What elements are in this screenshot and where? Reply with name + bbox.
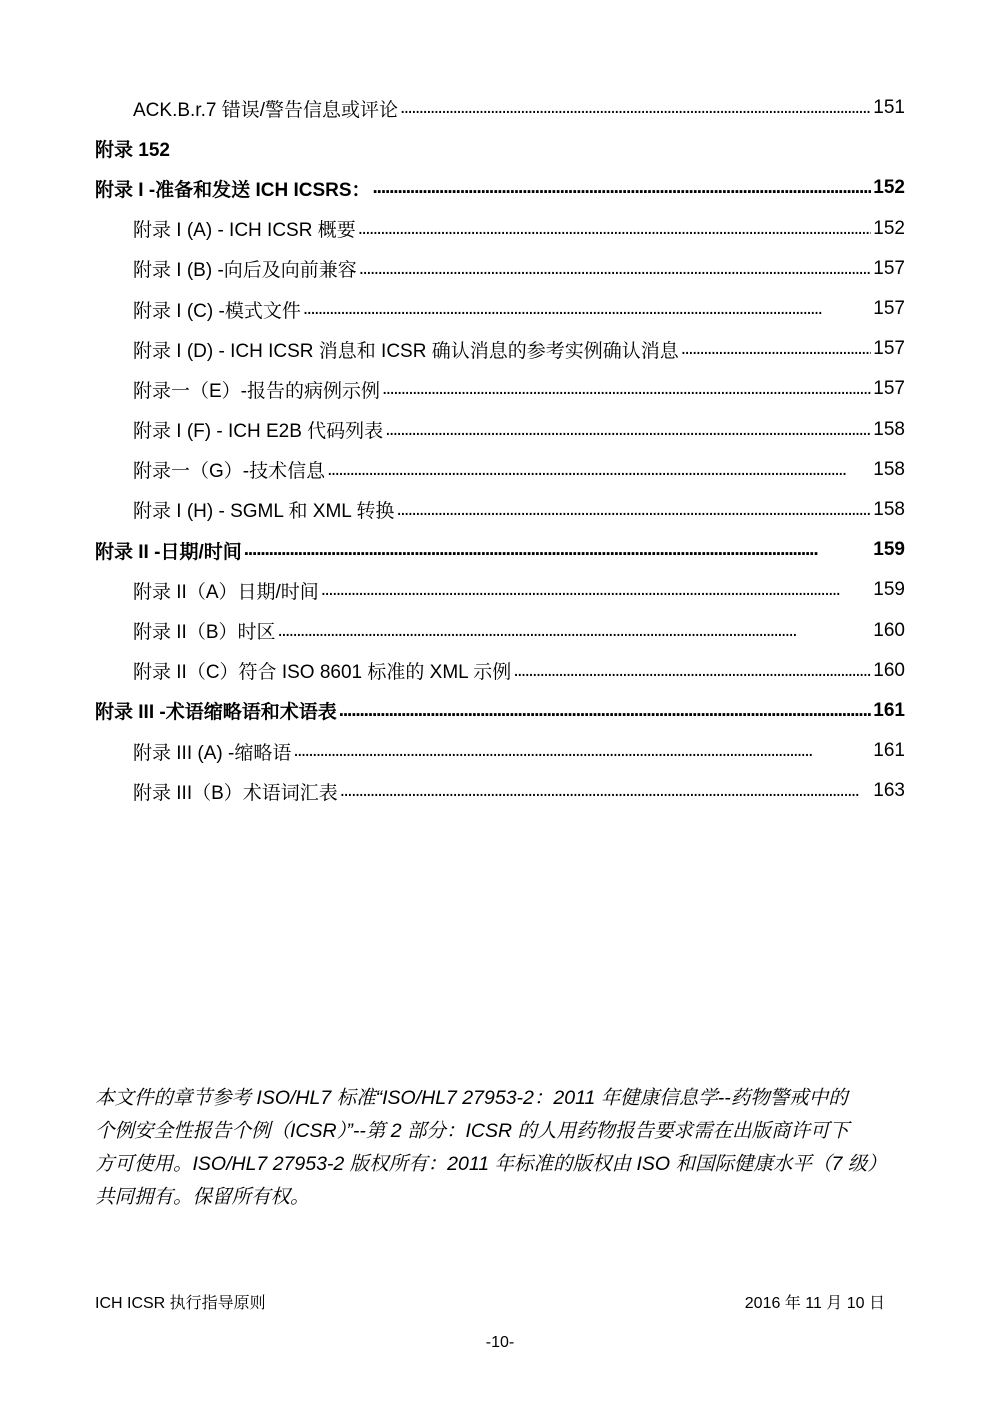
toc-entry-page: 161 — [873, 699, 905, 721]
toc-entry-title: 附录 I (B) -向后及向前兼容 — [133, 260, 357, 282]
toc-entry-title: 附录 II（C）符合 ISO 8601 标准的 XML 示例 — [133, 662, 512, 684]
toc-dot-leader — [358, 218, 872, 240]
toc-entry[interactable] — [95, 771, 905, 811]
toc-entry[interactable] — [95, 128, 905, 168]
toc-dot-leader — [359, 258, 872, 280]
toc-entry-title: 附录 I (C) -模式文件 — [133, 300, 301, 322]
toc-entry-title: 附录 I (D) - ICH ICSR 消息和 ICSR 确认消息的参考实例确认消息 — [133, 340, 679, 362]
toc-entry-title: 附录 I (F) - ICH E2B 代码列表 — [133, 421, 384, 443]
toc-entry-title: 附录 II（B）时区 — [133, 622, 276, 644]
toc-entry-title: 附录 III -术语缩略语和术语表 — [95, 702, 337, 724]
toc-dot-leader — [385, 419, 871, 441]
toc-entry[interactable] — [95, 88, 905, 128]
toc-entry-page: 159 — [873, 579, 905, 601]
toc-entry[interactable] — [95, 168, 905, 208]
toc-entry-title: 附录 I (A) - ICH ICSR 概要 — [133, 220, 356, 242]
note-line: 本文件的章节参考 ISO/HL7 标准“ISO/HL7 27953-2：2011 年健康信息学--药物警戒中的 — [95, 1087, 848, 1109]
toc-entry-title: 附录一（E）-报告的病例示例 — [133, 380, 381, 402]
toc-entry-title: 附录 I -准备和发送 ICH ICSRS： — [95, 179, 371, 201]
toc-entry-page: 160 — [873, 619, 905, 641]
toc-dot-leader — [327, 459, 871, 481]
note-line: 共同拥有。保留所有权。 — [95, 1186, 310, 1208]
toc-entry-page: 163 — [873, 780, 905, 802]
toc-entry-page: 158 — [873, 458, 905, 480]
toc-dot-leader — [321, 579, 872, 601]
toc-dot-leader — [400, 97, 871, 119]
toc-entry-title: 附录一（G）-技术信息 — [133, 461, 326, 483]
toc-entry-page: 157 — [873, 378, 905, 400]
toc-entry-title: 附录 II（A）日期/时间 — [133, 581, 319, 603]
toc-entry[interactable] — [95, 209, 905, 249]
toc-entry-title: 附录 III（B）术语词汇表 — [133, 782, 338, 804]
toc-entry[interactable] — [95, 610, 905, 650]
toc-entry[interactable] — [95, 410, 905, 450]
toc-dot-leader — [513, 660, 871, 682]
toc-entry[interactable] — [95, 490, 905, 530]
toc-entry-page: 152 — [873, 177, 905, 199]
toc-dot-leader — [340, 780, 872, 802]
toc-dot-leader — [244, 539, 872, 561]
toc-entry-page: 152 — [873, 217, 905, 239]
toc-entry[interactable] — [95, 691, 905, 731]
toc-entry[interactable] — [95, 369, 905, 409]
toc-dot-leader — [396, 499, 871, 521]
toc-dot-leader — [339, 700, 872, 722]
toc-dot-leader — [373, 177, 872, 199]
toc-entry[interactable] — [95, 731, 905, 771]
toc-entry-title: 附录 II -日期/时间 — [95, 541, 242, 563]
toc-entry[interactable] — [95, 329, 905, 369]
toc-entry-page: 158 — [873, 418, 905, 440]
footer-document-title: ICH ICSR 执行指导原则 — [95, 1295, 266, 1312]
toc-entry[interactable] — [95, 651, 905, 691]
toc-entry-title: 附录 III (A) -缩略语 — [133, 742, 292, 764]
toc-entry-page: 157 — [873, 338, 905, 360]
footer-date: 2016 年 11 月 10 日 — [744, 1295, 885, 1312]
toc-entry[interactable] — [95, 450, 905, 490]
toc-entry-page: 157 — [873, 298, 905, 320]
toc-entry-page: 157 — [873, 257, 905, 279]
toc-dot-leader — [293, 740, 871, 762]
toc-dot-leader — [278, 620, 872, 642]
toc-entry-title: ACK.B.r.7 错误/警告信息或评论 — [133, 99, 398, 121]
toc-entry-page: 158 — [873, 498, 905, 520]
toc-entry-page: 151 — [873, 97, 905, 119]
page-number: -10- — [485, 1334, 515, 1351]
toc-entry-title: 附录 152 — [95, 139, 170, 161]
toc-entry-page: 160 — [873, 659, 905, 681]
table-of-contents — [95, 88, 905, 811]
toc-entry[interactable] — [95, 530, 905, 570]
toc-entry-page: 161 — [873, 740, 905, 762]
toc-entry[interactable] — [95, 249, 905, 289]
note-line: 方可使用。ISO/HL7 27953-2 版权所有：2011 年标准的版权由 ISO 和国际健康水平（7 级） — [95, 1153, 887, 1175]
note-line: 个例安全性报告个例（ICSR）”--第 2 部分：ICSR 的人用药物报告要求需在出版商许可下 — [95, 1120, 850, 1142]
toc-entry[interactable] — [95, 570, 905, 610]
toc-dot-leader — [303, 298, 871, 320]
toc-dot-leader — [681, 338, 872, 360]
copyright-note — [95, 1082, 925, 1214]
toc-entry-page: 159 — [873, 539, 905, 561]
toc-entry-title: 附录 I (H) - SGML 和 XML 转换 — [133, 501, 395, 523]
toc-dot-leader — [382, 378, 871, 400]
toc-entry[interactable] — [95, 289, 905, 329]
